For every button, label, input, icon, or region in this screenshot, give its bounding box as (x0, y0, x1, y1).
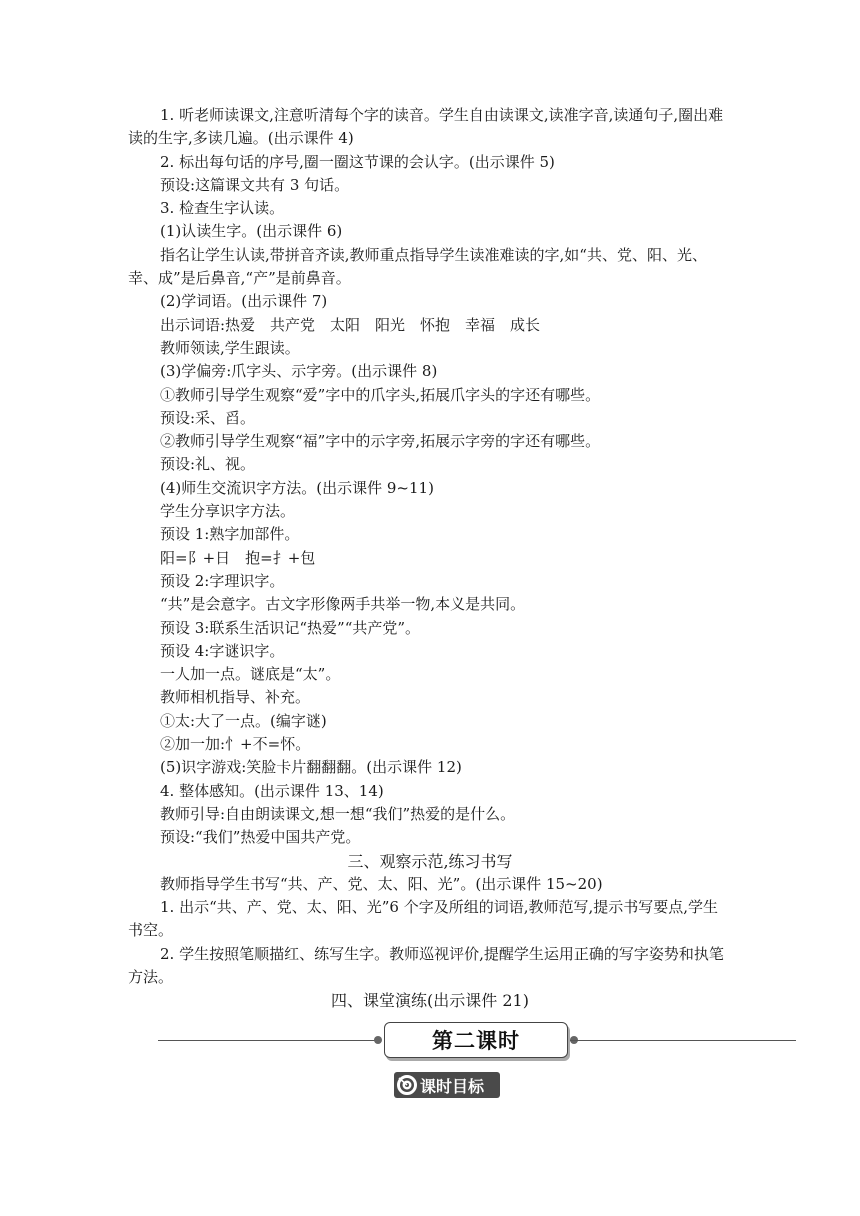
paragraph: (2)学词语。(出示课件 7) (160, 292, 328, 311)
paragraph: 教师相机指导、补充。 (160, 688, 311, 707)
paragraph: 预设 3:联系生活识记“热爱”“共产党”。 (160, 618, 421, 637)
paragraph: 指名让学生认读,带拼音齐读,教师重点指导学生读准难读的字,如“共、党、阳、光、幸、成”是后鼻音,“产”是前鼻音。 (128, 245, 707, 288)
paragraph: 学生分享识字方法。 (160, 502, 296, 521)
paragraph: 教师引导:自由朗读课文,想一想“我们”热爱的是什么。 (160, 804, 516, 823)
lesson-divider (158, 1020, 796, 1060)
paragraph: (5)识字游戏:笑脸卡片翻翻翻。(出示课件 12) (160, 758, 462, 777)
paragraph: 阳=阝+日 抱=扌+包 (160, 548, 316, 567)
paragraph: 预设:礼、视。 (160, 455, 256, 474)
paragraph: 1. 出示“共、产、党、太、阳、光”6 个字及所组的词语,教师范写,提示书写要点,学生书空。 (128, 898, 719, 940)
paragraph: 预设 1:熟字加部件。 (160, 525, 300, 544)
paragraph: 2. 学生按照笔顺描红、练写生字。教师巡视评价,提醒学生运用正确的写字姿势和执笔方法。 (128, 944, 724, 986)
paragraph: 预设:“我们”热爱中国共产党。 (160, 828, 361, 847)
paragraph: 教师领读,学生跟读。 (160, 338, 300, 357)
lesson-goal-badge (394, 1072, 500, 1098)
paragraph: 4. 整体感知。(出示课件 13、14) (160, 781, 384, 800)
divider-line-left (158, 1040, 380, 1041)
paragraph: ①教师引导学生观察“爱”字中的爪字头,拓展爪字头的字还有哪些。 (160, 385, 601, 404)
paragraph: 预设:这篇课文共有 3 句话。 (160, 175, 350, 194)
paragraph: 出示词语:热爱 共产党 太阳 阳光 怀抱 幸福 成长 (160, 315, 541, 334)
paragraph: 1. 听老师读课文,注意听清每个字的读音。学生自由读课文,读准字音,读通句子,圈出难读的生字,多读几遍。(出示课件 4) (128, 106, 724, 148)
lesson-title: 第二课时 (384, 1022, 568, 1058)
paragraph: (4)师生交流识字方法。(出示课件 9~11) (160, 478, 434, 497)
paragraph: 一人加一点。谜底是“太”。 (160, 665, 341, 684)
divider-line-right (570, 1040, 796, 1041)
section-heading: 三、观察示范,练习书写 (347, 851, 513, 871)
paragraph: 2. 标出每句话的序号,圈一圈这节课的会认字。(出示课件 5) (160, 152, 555, 171)
paragraph: ②教师引导学生观察“福”字中的示字旁,拓展示字旁的字还有哪些。 (160, 432, 601, 451)
goal-label: 课时目标 (420, 1076, 485, 1096)
paragraph: 3. 检查生字认读。 (160, 199, 285, 218)
paragraph: 教师指导学生书写“共、产、党、太、阳、光”。(出示课件 15~20) (160, 874, 603, 893)
paragraph: ②加一加:忄+不=怀。 (160, 735, 311, 754)
divider-dot (374, 1036, 382, 1044)
target-icon (396, 1074, 418, 1096)
paragraph: 预设 4:字谜识字。 (160, 641, 285, 660)
paragraph: 预设 2:字理识字。 (160, 571, 285, 590)
paragraph: “共”是会意字。古文字形像两手共举一物,本义是共同。 (160, 595, 526, 614)
lesson-body (128, 104, 732, 1013)
paragraph: (1)认读生字。(出示课件 6) (160, 222, 343, 241)
section-heading: 四、课堂演练(出示课件 21) (331, 991, 529, 1011)
paragraph: 预设:采、舀。 (160, 408, 256, 427)
paragraph: ①太:大了一点。(编字谜) (160, 711, 327, 730)
paragraph: (3)学偏旁:爪字头、示字旁。(出示课件 8) (160, 362, 438, 381)
